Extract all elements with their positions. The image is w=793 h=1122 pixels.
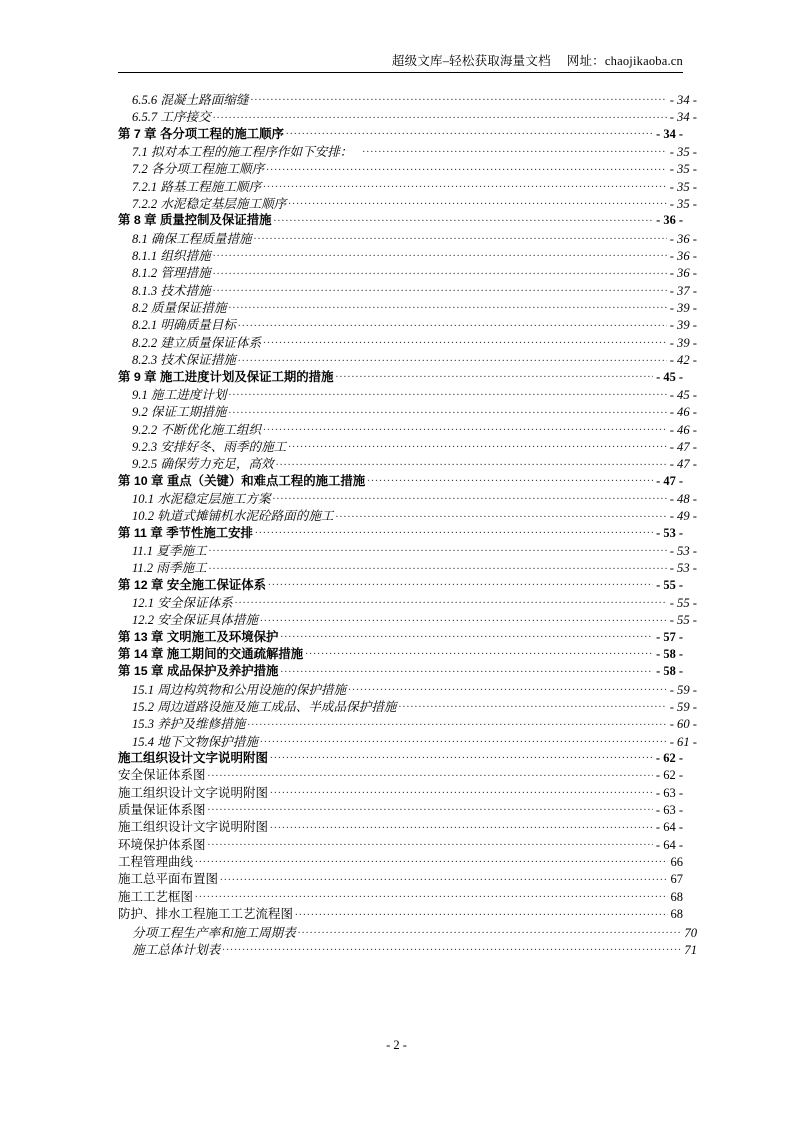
toc-dot-leader <box>335 368 653 381</box>
toc-entry[interactable] <box>118 627 683 644</box>
toc-entry[interactable] <box>118 228 697 245</box>
toc-dot-leader <box>263 178 667 191</box>
toc-entry-title: 施工组织设计文字说明附图 <box>118 785 269 800</box>
toc-entry-title: 11.1 夏季施工 <box>132 543 207 558</box>
toc-dot-leader <box>286 125 653 138</box>
toc-entry-title: 第 7 章 各分项工程的施工顺序 <box>118 126 284 141</box>
page-footer: - 2 - <box>386 1038 407 1052</box>
toc-dot-leader <box>222 941 681 954</box>
toc-entry-title: 第 8 章 质量控制及保证措施 <box>118 213 272 228</box>
toc-entry-title: 环境保护体系图 <box>118 837 206 852</box>
toc-dot-leader <box>195 888 667 901</box>
toc-dot-leader <box>270 784 653 797</box>
toc-entry[interactable] <box>118 453 697 470</box>
toc-entry-page: - 48 - <box>669 491 697 506</box>
toc-entry-title: 第 11 章 季节性施工安排 <box>118 525 253 540</box>
toc-entry-title: 10.2 轨道式摊铺机水泥砼路面的施工 <box>132 509 334 523</box>
toc-entry[interactable] <box>118 158 697 175</box>
toc-dot-leader <box>263 421 667 434</box>
toc-entry[interactable] <box>118 644 683 661</box>
toc-entry-title: 15.1 周边构筑物和公用设施的保护措施 <box>132 682 347 697</box>
toc-entry-page: - 39 - <box>669 335 697 350</box>
toc-entry-title: 6.5.7 工序接交 <box>132 110 211 124</box>
toc-entry-page: 66 <box>670 855 683 870</box>
toc-dot-leader <box>276 456 667 469</box>
toc-entry-title: 9.2.3 安排好冬、雨季的施工 <box>132 439 287 454</box>
toc-entry[interactable] <box>118 193 697 210</box>
toc-entry-title: 施工组织设计文字说明附图 <box>118 751 269 766</box>
toc-dot-leader <box>260 612 667 625</box>
toc-entry-title: 8.2.3 技术保证措施 <box>132 353 236 367</box>
toc-dot-leader <box>213 109 667 122</box>
toc-entry[interactable] <box>118 592 697 609</box>
toc-entry-title: 安全保证体系图 <box>118 768 206 783</box>
toc-entry-page: - 36 - <box>669 249 697 263</box>
toc-entry-page: - 45 - <box>669 387 697 402</box>
toc-entry[interactable] <box>118 922 697 939</box>
toc-entry[interactable] <box>118 488 697 505</box>
toc-entry-title: 8.2.2 建立质量保证体系 <box>132 335 262 350</box>
toc-entry-page: - 34 - <box>669 93 697 107</box>
toc-entry-title: 8.1 确保工程质量措施 <box>132 231 252 246</box>
toc-entry[interactable] <box>118 401 697 418</box>
toc-entry-page: - 53 - <box>669 543 697 558</box>
toc-entry[interactable] <box>118 297 697 314</box>
toc-entry-title: 第 9 章 施工进度计划及保证工期的措施 <box>118 369 334 384</box>
toc-dot-leader <box>251 91 667 104</box>
toc-dot-leader <box>268 576 653 589</box>
toc-entry-title: 施工工艺框图 <box>118 889 194 904</box>
toc-entry[interactable] <box>118 765 683 782</box>
toc-entry-title: 8.1.2 管理措施 <box>132 266 211 280</box>
toc-entry-title: 施工组织设计文字说明附图 <box>118 820 269 835</box>
toc-entry[interactable] <box>118 245 697 262</box>
toc-entry-page: - 36 - <box>669 231 697 246</box>
toc-dot-leader <box>247 716 666 729</box>
toc-entry[interactable] <box>118 904 683 921</box>
toc-entry-title: 7.2.1 路基工程施工顺序 <box>132 179 262 194</box>
toc-entry-page: - 64 - <box>655 837 683 852</box>
toc-entry[interactable] <box>118 557 697 574</box>
toc-entry-title: 9.2 保证工期措施 <box>132 405 227 419</box>
toc-entry[interactable] <box>118 869 683 886</box>
toc-entry-title: 8.2.1 明确质量目标 <box>132 318 236 332</box>
toc-entry-title: 15.4 地下文物保护措施 <box>132 734 258 749</box>
toc-entry[interactable] <box>118 575 683 592</box>
toc-dot-leader <box>228 386 666 399</box>
toc-entry-title: 施工总平面布置图 <box>118 872 219 887</box>
toc-entry-page: - 55 - <box>669 595 697 610</box>
page-header <box>118 53 683 69</box>
toc-entry-page: - 55 - <box>656 577 683 592</box>
toc-entry-page: - 59 - <box>669 682 697 697</box>
toc-entry-title: 第 13 章 文明施工及环境保护 <box>118 629 279 644</box>
toc-entry[interactable] <box>118 384 697 401</box>
toc-dot-leader <box>348 681 667 694</box>
toc-entry-page: - 53 - <box>656 525 683 540</box>
toc-entry[interactable] <box>118 367 683 384</box>
header-url: 网址：chaojikaoba.cn <box>566 54 683 68</box>
table-of-contents <box>118 89 697 957</box>
toc-entry-title: 第 15 章 成品保护及养护措施 <box>118 664 279 679</box>
toc-entry-page: - 58 - <box>656 664 683 679</box>
toc-dot-leader <box>238 317 667 330</box>
toc-dot-leader <box>295 906 667 919</box>
toc-entry-page: - 60 - <box>669 717 697 731</box>
toc-entry-page: - 63 - <box>655 785 683 800</box>
toc-entry-page: - 34 - <box>669 110 697 124</box>
toc-entry-title: 12.2 安全保证具体措施 <box>132 613 258 627</box>
toc-dot-leader <box>280 628 653 641</box>
toc-dot-leader <box>273 490 667 503</box>
toc-entry-page: - 35 - <box>669 197 697 211</box>
toc-entry-title: 11.2 雨季施工 <box>132 561 207 575</box>
toc-entry[interactable] <box>118 661 683 678</box>
toc-entry-title: 8.2 质量保证措施 <box>132 301 227 315</box>
toc-entry-page: - 42 - <box>669 353 697 367</box>
toc-entry-page: - 57 - <box>656 629 683 644</box>
toc-entry-page: 68 <box>670 907 683 922</box>
toc-entry-page: 68 <box>670 889 683 904</box>
toc-entry-title: 第 10 章 重点（关键）和难点工程的施工措施 <box>118 473 366 488</box>
toc-dot-leader <box>228 404 666 417</box>
toc-dot-leader <box>336 508 667 521</box>
toc-entry-page: - 39 - <box>669 318 697 332</box>
toc-entry[interactable] <box>118 124 683 141</box>
toc-entry-title: 质量保证体系图 <box>118 803 206 818</box>
toc-dot-leader <box>254 230 667 243</box>
toc-entry-page: - 53 - <box>669 561 697 575</box>
toc-dot-leader <box>270 749 653 762</box>
toc-entry-title: 15.2 周边道路设施及施工成品、半成品保护措施 <box>132 700 397 714</box>
toc-dot-leader <box>263 334 667 347</box>
toc-entry-page: - 58 - <box>656 647 683 661</box>
toc-entry-page: - 35 - <box>669 145 697 159</box>
toc-dot-leader <box>213 265 667 278</box>
toc-entry-page: - 45 - <box>656 369 683 384</box>
toc-entry[interactable] <box>118 210 683 227</box>
toc-entry-page: - 34 - <box>656 126 683 141</box>
toc-dot-leader <box>213 248 667 261</box>
toc-entry[interactable] <box>118 314 697 331</box>
toc-entry-page: - 62 - <box>655 768 683 783</box>
toc-dot-leader <box>266 161 666 174</box>
toc-entry-title: 9.2.5 确保劳力充足，高效 <box>132 457 274 471</box>
toc-entry-title: 7.2 各分项工程施工顺序 <box>132 162 265 176</box>
toc-entry[interactable] <box>118 939 697 956</box>
toc-dot-leader <box>209 542 667 555</box>
toc-entry[interactable] <box>118 262 697 279</box>
toc-entry-page: - 47 - <box>669 439 697 454</box>
toc-dot-leader <box>208 836 653 849</box>
toc-entry-title: 7.1 拟对本工程的施工程序作如下安排： <box>132 145 353 159</box>
toc-dot-leader <box>228 300 666 313</box>
toc-entry-page: - 37 - <box>669 283 697 298</box>
toc-entry-page: - 49 - <box>669 509 697 523</box>
toc-entry-page: - 47 - <box>669 457 697 471</box>
toc-dot-leader <box>398 698 666 711</box>
toc-entry[interactable] <box>118 505 697 522</box>
toc-entry[interactable] <box>118 731 697 748</box>
toc-dot-leader <box>195 854 667 867</box>
toc-entry-title: 8.1.1 组织措施 <box>132 249 211 263</box>
toc-entry[interactable] <box>118 419 697 436</box>
toc-dot-leader <box>238 352 667 365</box>
toc-dot-leader <box>208 802 653 815</box>
toc-entry-page: - 35 - <box>669 179 697 194</box>
toc-entry[interactable] <box>118 436 697 453</box>
toc-dot-leader <box>209 560 667 573</box>
toc-entry-page: - 63 - <box>655 803 683 818</box>
toc-entry-title: 15.3 养护及维修措施 <box>132 717 246 731</box>
toc-dot-leader <box>270 819 653 832</box>
toc-dot-leader <box>288 438 666 451</box>
toc-entry-title: 10.1 水泥稳定层施工方案 <box>132 491 271 506</box>
toc-entry[interactable] <box>118 679 697 696</box>
toc-dot-leader <box>208 767 653 780</box>
header-divider <box>118 72 683 73</box>
toc-entry[interactable] <box>118 280 697 297</box>
toc-entry-page: - 61 - <box>669 734 697 749</box>
toc-entry-title: 6.5.6 混凝土路面缩缝 <box>132 93 249 107</box>
toc-entry[interactable] <box>118 852 683 869</box>
toc-dot-leader <box>280 663 653 676</box>
toc-entry-page: - 46 - <box>669 422 697 436</box>
toc-entry[interactable] <box>118 106 697 123</box>
toc-entry[interactable] <box>118 800 683 817</box>
toc-dot-leader <box>367 472 653 485</box>
toc-entry-title: 防护、排水工程施工工艺流程图 <box>118 907 294 922</box>
toc-entry-title: 第 14 章 施工期间的交通疏解措施 <box>118 647 304 661</box>
toc-entry-page: 67 <box>670 872 683 887</box>
toc-entry-page: - 36 - <box>669 266 697 280</box>
toc-entry[interactable] <box>118 817 683 834</box>
toc-entry[interactable] <box>118 349 697 366</box>
toc-entry-page: - 46 - <box>669 405 697 419</box>
toc-dot-leader <box>220 871 667 884</box>
toc-entry[interactable] <box>118 89 697 106</box>
toc-entry-page: - 64 - <box>655 820 683 835</box>
toc-entry-title: 8.1.3 技术措施 <box>132 283 211 298</box>
toc-entry-title: 施工总体计划表 <box>132 942 221 957</box>
toc-dot-leader <box>274 212 654 225</box>
toc-entry[interactable] <box>118 609 697 626</box>
toc-entry-page: 70 <box>684 925 697 939</box>
toc-entry-title: 分项工程生产率和施工周期表 <box>132 925 296 939</box>
toc-dot-leader <box>288 195 666 208</box>
toc-entry[interactable] <box>118 523 683 540</box>
toc-dot-leader <box>298 924 682 937</box>
toc-entry-page: - 59 - <box>669 700 697 714</box>
toc-entry-title: 第 12 章 安全施工保证体系 <box>118 577 267 592</box>
toc-entry[interactable] <box>118 176 697 193</box>
toc-entry-title: 7.2.2 水泥稳定基层施工顺序 <box>132 197 287 211</box>
toc-entry[interactable] <box>118 696 697 713</box>
toc-entry[interactable] <box>118 471 683 488</box>
toc-entry[interactable] <box>118 540 697 557</box>
toc-entry[interactable] <box>118 713 697 730</box>
toc-entry-page: 71 <box>684 942 697 957</box>
toc-entry-page: - 47 - <box>656 473 683 488</box>
toc-entry-page: - 55 - <box>669 613 697 627</box>
toc-dot-leader <box>213 282 667 295</box>
toc-entry[interactable] <box>118 887 683 904</box>
toc-entry-title: 工程管理曲线 <box>118 855 194 870</box>
toc-dot-leader <box>362 143 666 156</box>
toc-entry[interactable] <box>118 748 683 765</box>
toc-entry-title: 9.1 施工进度计划 <box>132 387 227 402</box>
toc-dot-leader <box>260 733 667 746</box>
toc-entry-page: - 62 - <box>655 751 683 766</box>
toc-entry[interactable] <box>118 783 683 800</box>
toc-entry-title: 9.2.2 不断优化施工组织 <box>132 422 262 436</box>
toc-entry-page: - 39 - <box>669 301 697 315</box>
toc-entry-title: 12.1 安全保证体系 <box>132 595 233 610</box>
toc-entry[interactable] <box>118 141 697 158</box>
toc-dot-leader <box>235 594 667 607</box>
toc-dot-leader <box>255 524 653 537</box>
toc-dot-leader <box>305 645 653 658</box>
toc-entry[interactable] <box>118 835 683 852</box>
toc-entry-page: - 35 - <box>669 162 697 176</box>
header-site-title: 超级文库–轻松获取海量文档 <box>391 54 551 68</box>
toc-entry-page: - 36 - <box>656 213 683 228</box>
toc-entry[interactable] <box>118 332 697 349</box>
